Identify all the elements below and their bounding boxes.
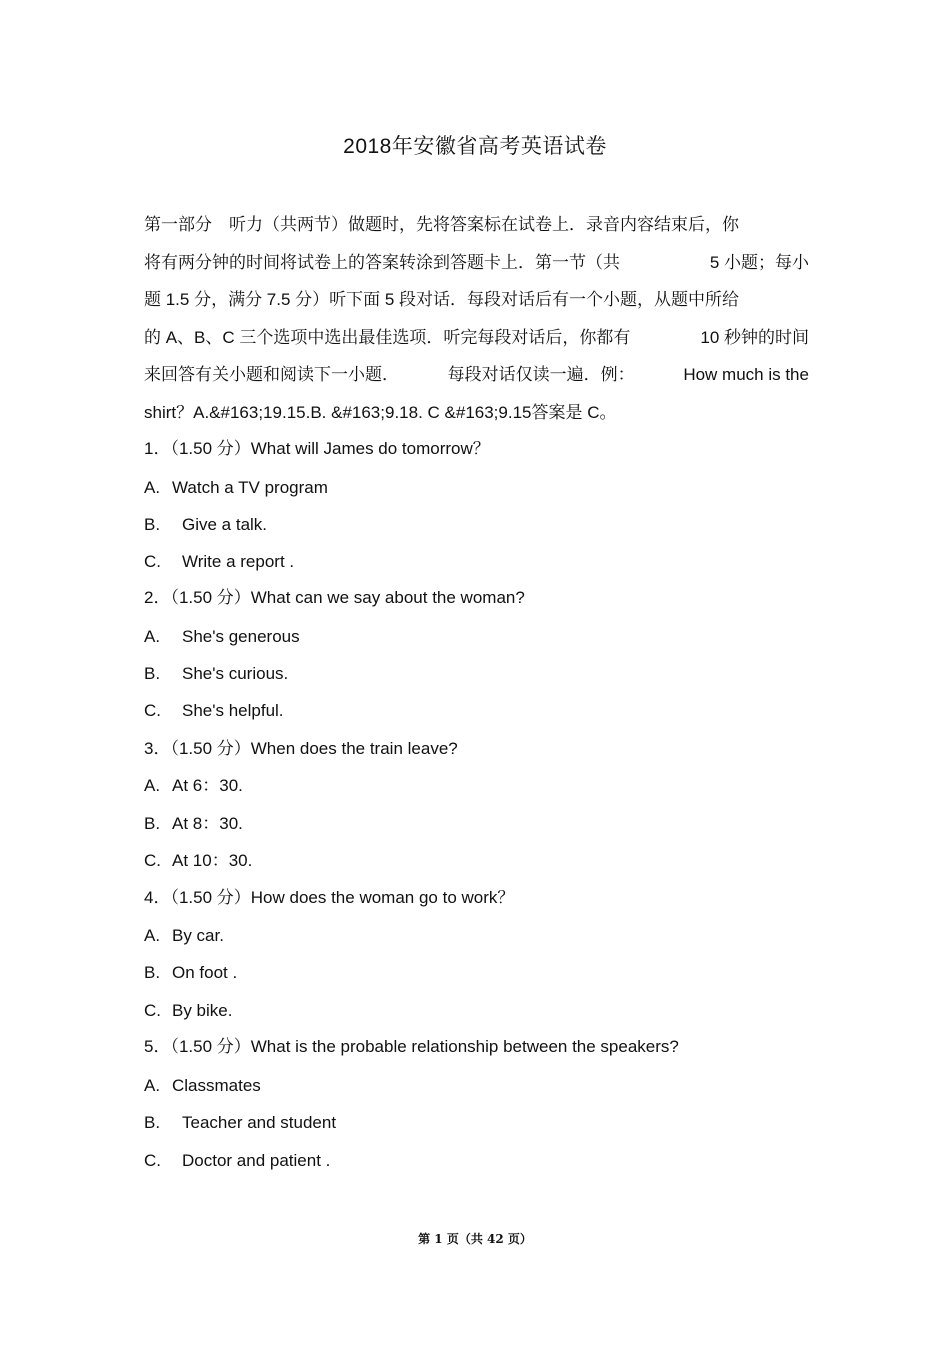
answer-option — [144, 813, 243, 835]
option-letter: B. — [144, 515, 161, 534]
option-text: At 8：30. — [172, 814, 243, 833]
intro-line — [144, 356, 809, 394]
option-text: At 10：30. — [172, 851, 253, 870]
question-stem: 3．（1.50 分）When does the train leave? — [144, 739, 458, 758]
option-letter: A. — [144, 776, 161, 795]
page-footer: 第 1 页（共 42 页） — [418, 1232, 532, 1246]
option-letter: B. — [144, 1113, 161, 1132]
option-letter: A. — [144, 926, 161, 945]
answer-option — [144, 1112, 336, 1134]
option-text: On foot . — [172, 963, 238, 982]
option-letter: A. — [144, 1076, 161, 1095]
option-text: Classmates — [172, 1076, 261, 1095]
intro-text: 题 1.5 分，满分 7.5 分）听下面 5 段对话．每段对话后有一个小题，从题中所给 — [144, 290, 740, 309]
option-letter: B. — [144, 814, 161, 833]
option-letter: C. — [144, 1001, 161, 1020]
intro-text: 第一部分 听力（共两节）做题时，先将答案标在试卷上．录音内容结束后，你 — [144, 215, 739, 234]
intro-line — [144, 319, 809, 357]
question-stem: 1．（1.50 分）What will James do tomorrow？ — [144, 439, 490, 458]
option-text: At 6：30. — [172, 776, 243, 795]
answer-option — [144, 925, 224, 947]
option-text: Give a talk. — [182, 515, 268, 534]
option-letter: B. — [144, 664, 161, 683]
intro-text: 每段对话仅读一遍．例： — [447, 365, 635, 384]
answer-option — [144, 477, 328, 499]
intro-line — [144, 244, 809, 282]
question-stem: 2．（1.50 分）What can we say about the woman? — [144, 588, 525, 607]
answer-option — [144, 700, 284, 722]
answer-option — [144, 850, 252, 872]
option-letter: C. — [144, 851, 161, 870]
answer-option — [144, 1075, 261, 1097]
intro-line — [144, 281, 809, 319]
option-text: Watch a TV program — [172, 478, 328, 497]
answer-option — [144, 551, 294, 573]
option-text: She's curious. — [182, 664, 289, 683]
intro-text: How much is the — [683, 365, 809, 384]
option-text: Doctor and patient . — [182, 1151, 331, 1170]
option-letter: B. — [144, 963, 161, 982]
answer-option — [144, 775, 243, 797]
question-stem: 4．（1.50 分）How does the woman go to work？ — [144, 888, 515, 907]
intro-line — [144, 394, 809, 432]
intro-text: 将有两分钟的时间将试卷上的答案转涂到答题卡上．第一节（共 — [144, 252, 620, 272]
option-text: Write a report . — [182, 552, 295, 571]
option-text: She's generous — [182, 627, 300, 646]
option-text: She's helpful. — [182, 701, 284, 720]
intro-text: 的 A、B、C 三个选项中选出最佳选项．听完每段对话后，你都有 — [144, 327, 631, 347]
answer-option — [144, 663, 288, 685]
option-text: By bike. — [172, 1001, 233, 1020]
answer-option — [144, 514, 267, 536]
option-text: Teacher and student — [182, 1113, 337, 1132]
option-letter: C. — [144, 1151, 161, 1170]
intro-paragraph — [144, 206, 809, 431]
answer-option — [144, 962, 237, 984]
question-stem: 5．（1.50 分）What is the probable relationship between the speakers? — [144, 1037, 679, 1056]
option-text: By car. — [172, 926, 224, 945]
intro-text: shirt？A.&#163;19.15.B. &#163;9.18. C &#163;9.15答案是 C。 — [144, 402, 617, 422]
option-letter: C. — [144, 701, 161, 720]
option-letter: A. — [144, 627, 161, 646]
option-letter: A. — [144, 478, 161, 497]
intro-line — [144, 206, 809, 244]
answer-option — [144, 626, 300, 648]
option-letter: C. — [144, 552, 161, 571]
page-title: 2018年安徽省高考英语试卷 — [343, 135, 607, 158]
answer-option — [144, 1000, 232, 1022]
answer-option — [144, 1150, 330, 1172]
intro-text: 来回答有关小题和阅读下一小题． — [144, 365, 399, 384]
intro-text: 5 小题；每小 — [709, 252, 809, 272]
intro-text: 10 秒钟的时间 — [700, 327, 809, 347]
